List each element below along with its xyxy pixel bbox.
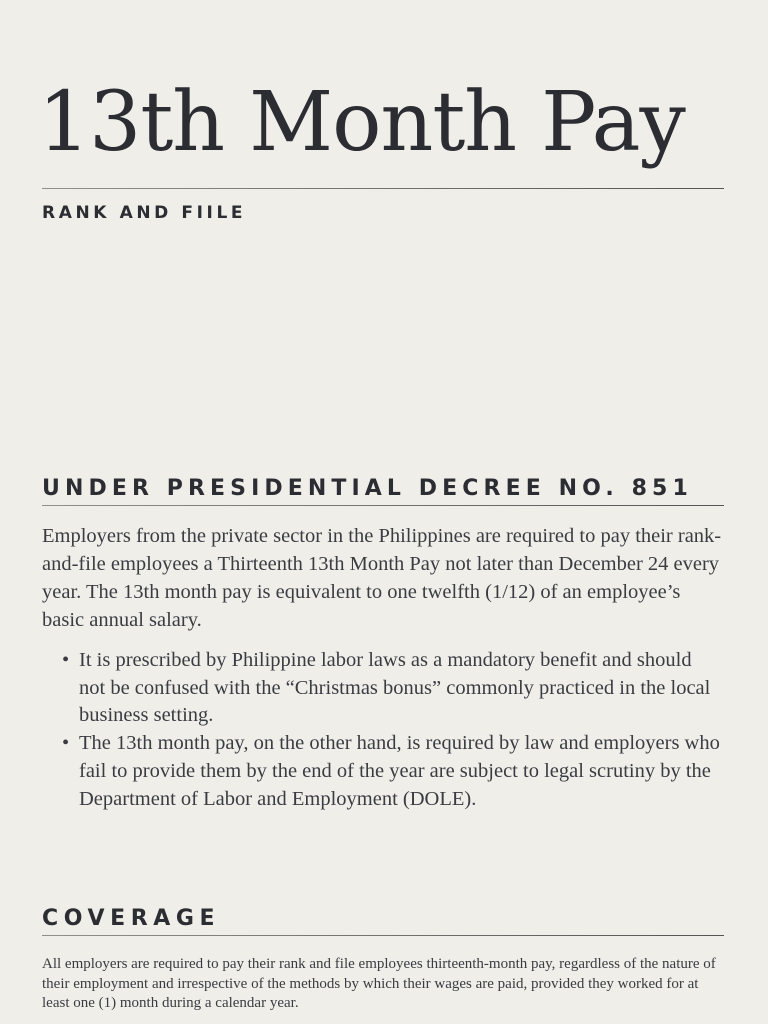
decree-paragraph: Employers from the private sector in the Philippines are required to pay their rank-and-file employees a Thirteenth 13th Month Pay not later than December 24 every year. The 13th month pay is equivalent to one twelfth (1/12) of an employee’s basic annual salary. bbox=[42, 525, 722, 631]
list-item bbox=[42, 730, 722, 813]
decree-bullet-list bbox=[42, 647, 722, 813]
page-title: 13th Month Pay bbox=[38, 75, 685, 170]
coverage-section-heading: COVERAGE bbox=[42, 906, 221, 931]
coverage-paragraph: All employers are required to pay their rank and file employees thirteenth-month pay, regardless of the nature of their employment and irrespective of the methods by which their wages are paid, provided they worked for at least one (1) month during a calendar year. bbox=[42, 956, 716, 1011]
decree-section-divider bbox=[42, 505, 724, 506]
list-item bbox=[42, 647, 722, 730]
title-divider bbox=[42, 188, 724, 189]
bullet-text: It is prescribed by Philippine labor laws as a mandatory benefit and should not be confused with the “Christmas bonus” commonly practiced in the local business setting. bbox=[79, 649, 711, 727]
bullet-icon: • bbox=[62, 732, 70, 755]
coverage-section-divider bbox=[42, 935, 724, 936]
page-subtitle: RANK AND FIILE bbox=[42, 203, 247, 223]
bullet-text: The 13th month pay, on the other hand, is required by law and employers who fail to provide them by the end of the year are subject to legal scrutiny by the Department of Labor and Employment (DOLE). bbox=[79, 732, 720, 810]
decree-section-heading: UNDER PRESIDENTIAL DECREE NO. 851 bbox=[42, 476, 693, 501]
bullet-icon: • bbox=[62, 649, 70, 671]
